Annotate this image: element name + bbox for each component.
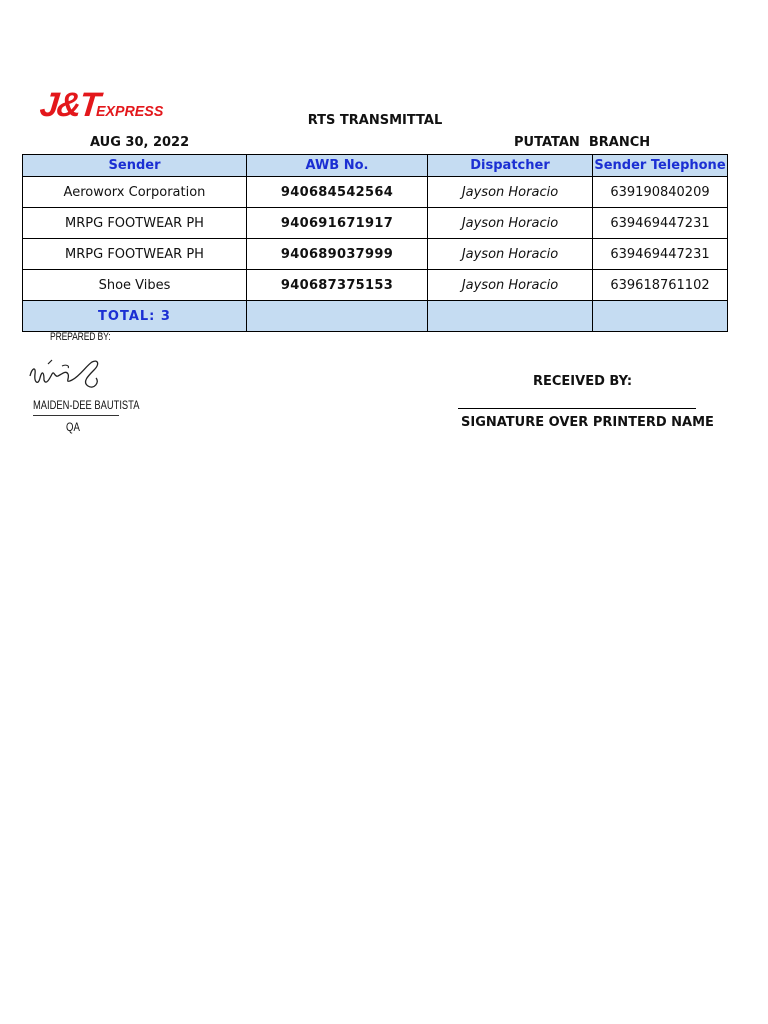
received-signature-caption: SIGNATURE OVER PRINTERD NAME (461, 415, 714, 430)
sender-cell: MRPG FOOTWEAR PH (23, 239, 247, 270)
logo-wordmark: EXPRESS (96, 103, 164, 120)
document-date: AUG 30, 2022 (90, 135, 190, 150)
total-empty-cell (428, 301, 593, 332)
table-header-row (23, 155, 728, 177)
total-empty-cell (247, 301, 428, 332)
preparer-signature-line (33, 415, 119, 416)
awb-cell: 940687375153 (247, 270, 428, 301)
sender-cell: Aeroworx Corporation (23, 177, 247, 208)
awb-cell: 940691671917 (247, 208, 428, 239)
awb-cell: 940689037999 (247, 239, 428, 270)
dispatcher-cell: Jayson Horacio (428, 177, 593, 208)
sender-cell: Shoe Vibes (23, 270, 247, 301)
dispatcher-cell: Jayson Horacio (428, 239, 593, 270)
telephone-cell: 639190840209 (593, 177, 728, 208)
prepared-by-label: PREPARED BY: (50, 331, 111, 343)
table-row (23, 239, 728, 270)
total-label: TOTAL: 3 (23, 301, 247, 332)
column-header-sender: Sender (23, 155, 247, 177)
column-header-dispatcher: Dispatcher (428, 155, 593, 177)
column-header-awb: AWB No. (247, 155, 428, 177)
telephone-cell: 639618761102 (593, 270, 728, 301)
table-row (23, 270, 728, 301)
total-empty-cell (593, 301, 728, 332)
received-by-label: RECEIVED BY: (533, 374, 633, 389)
document-title: RTS TRANSMITTAL (307, 113, 443, 128)
preparer-name: MAIDEN-DEE BAUTISTA (33, 398, 140, 412)
awb-cell: 940684542564 (247, 177, 428, 208)
received-signature-line (458, 408, 696, 409)
company-logo (40, 86, 170, 126)
preparer-role: QA (66, 420, 80, 434)
telephone-cell: 639469447231 (593, 208, 728, 239)
dispatcher-cell: Jayson Horacio (428, 270, 593, 301)
table-row (23, 177, 728, 208)
column-header-telephone: Sender Telephone (593, 155, 728, 177)
branch-name: PUTATAN BRANCH (514, 135, 651, 150)
logo-mark: J&T (38, 86, 101, 124)
table-row (23, 208, 728, 239)
sender-cell: MRPG FOOTWEAR PH (23, 208, 247, 239)
telephone-cell: 639469447231 (593, 239, 728, 270)
total-row (23, 301, 728, 332)
dispatcher-cell: Jayson Horacio (428, 208, 593, 239)
handwritten-signature (22, 356, 107, 396)
transmittal-table (22, 154, 728, 332)
